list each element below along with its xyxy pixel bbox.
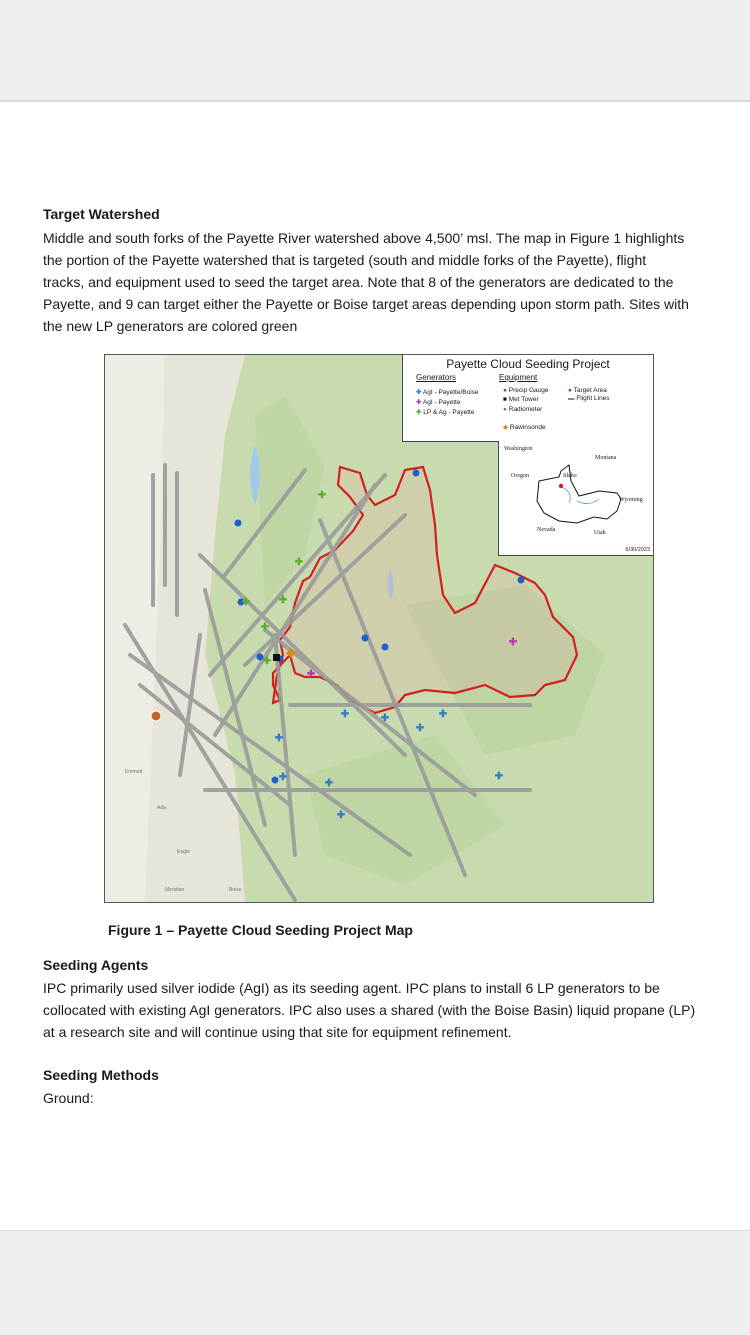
svg-text:✚: ✚ xyxy=(274,733,284,744)
plus-icon: ✚ xyxy=(416,389,422,396)
plus-icon: ✚ xyxy=(416,409,422,416)
legend-radiometer: ● Radiometer xyxy=(503,406,543,413)
svg-text:✚: ✚ xyxy=(317,490,327,501)
met-tower-marker xyxy=(273,654,280,661)
svg-text:✚: ✚ xyxy=(278,772,288,783)
svg-text:✚: ✚ xyxy=(324,778,334,789)
text-line: Ground: xyxy=(43,1090,94,1106)
orange-circle-icon: ● xyxy=(503,406,507,413)
inset-state-label: Washington xyxy=(504,446,533,452)
plus-icon: ✚ xyxy=(416,399,422,406)
text-line: the portion of the Payette watershed that is targeted (south and middle forks of the Payette), flight xyxy=(43,252,647,268)
text-line: the new LP generators are colored green xyxy=(43,318,298,334)
paragraph-seeding-agents xyxy=(43,977,713,1043)
svg-text:✚: ✚ xyxy=(306,669,316,680)
heading-target-watershed: Target Watershed xyxy=(43,206,160,222)
svg-text:✚: ✚ xyxy=(294,557,304,568)
radiometer-marker xyxy=(151,711,161,721)
text-line: Middle and south forks of the Payette River watershed above 4,500’ msl. The map in Figure 1 highlights xyxy=(43,230,685,246)
text-line: collocated with existing AgI generators. IPC also uses a shared (with the Boise Basin) liquid propane (LP) xyxy=(43,1002,696,1018)
inset-state-label: Montana xyxy=(595,455,617,461)
map-legend xyxy=(402,355,653,442)
text-line: tracks, and equipment used to seed the target area. Note that 8 of the generators are dedicated to the xyxy=(43,274,674,290)
svg-text:✚: ✚ xyxy=(494,771,504,782)
legend-met-tower: ■ Met Tower xyxy=(503,396,539,403)
heading-seeding-agents: Seeding Agents xyxy=(43,957,149,973)
place-label: Boise xyxy=(229,887,242,893)
inset-state-label: Utah xyxy=(594,530,606,536)
svg-text:✚: ✚ xyxy=(340,709,350,720)
place-label: Emmett xyxy=(125,769,143,775)
legend-target-area: ● Target Area xyxy=(568,387,607,394)
blue-dot-icon: ● xyxy=(503,387,507,394)
legend-equipment-heading: Equipment xyxy=(499,373,538,382)
svg-text:✚: ✚ xyxy=(262,656,272,667)
legend-rawinsonde: ◆ Rawinsonde xyxy=(503,424,546,431)
map-title: Payette Cloud Seeding Project xyxy=(446,357,610,371)
legend-precip-gauge: ● Precip Gauge xyxy=(503,387,549,394)
svg-text:✚: ✚ xyxy=(278,595,288,606)
text-line: IPC primarily used silver iodide (AgI) as its seeding agent. IPC plans to install 6 LP generators to be xyxy=(43,980,660,996)
inset-date: 6/30/2023 xyxy=(625,547,650,553)
svg-text:✚: ✚ xyxy=(336,810,346,821)
inset-state-label: Wyoming xyxy=(619,497,643,503)
place-label: Ada xyxy=(157,805,166,811)
svg-text:✚: ✚ xyxy=(380,713,390,724)
inset-state-label: Oregon xyxy=(511,473,529,479)
text-line: Payette, and 9 can target either the Payette or Boise target areas depending upon storm path. Sites with xyxy=(43,296,689,312)
place-label: Eagle xyxy=(177,849,190,855)
paragraph-seeding-methods xyxy=(43,1087,713,1109)
inset-state-label: Nevada xyxy=(537,527,556,533)
viewer-bottom-bar xyxy=(0,1230,750,1335)
legend-generator-payette-boise: ✚ AgI - Payette/Boise xyxy=(416,389,479,396)
inset-locator-map xyxy=(498,441,653,556)
place-label: Meridian xyxy=(165,887,185,893)
legend-generator-lp: ✚ LP & Ag - Payette xyxy=(416,409,475,416)
svg-text:✚: ✚ xyxy=(508,637,518,648)
payette-project-map xyxy=(104,354,654,903)
heading-seeding-methods: Seeding Methods xyxy=(43,1067,159,1083)
text-line: at a research site and will continue using that site for equipment refinement. xyxy=(43,1024,512,1040)
legend-generator-payette: ✚ AgI - Payette xyxy=(416,399,461,406)
svg-text:✚: ✚ xyxy=(415,723,425,734)
gray-line-icon: ▬ xyxy=(568,395,575,402)
red-area-icon: ● xyxy=(568,387,572,394)
paragraph-target-watershed xyxy=(43,227,713,337)
black-square-icon: ■ xyxy=(503,396,507,403)
svg-text:✚: ✚ xyxy=(241,597,251,608)
viewer-top-bar xyxy=(0,0,750,102)
svg-text:✚: ✚ xyxy=(260,622,270,633)
svg-text:✚: ✚ xyxy=(438,709,448,720)
orange-diamond-icon: ◆ xyxy=(503,424,508,431)
inset-state-label: Idaho xyxy=(563,473,577,479)
legend-flight-lines: ▬ Flight Lines xyxy=(568,395,610,402)
legend-generators-heading: Generators xyxy=(416,373,457,382)
figure-caption: Figure 1 – Payette Cloud Seeding Project Map xyxy=(108,922,413,938)
